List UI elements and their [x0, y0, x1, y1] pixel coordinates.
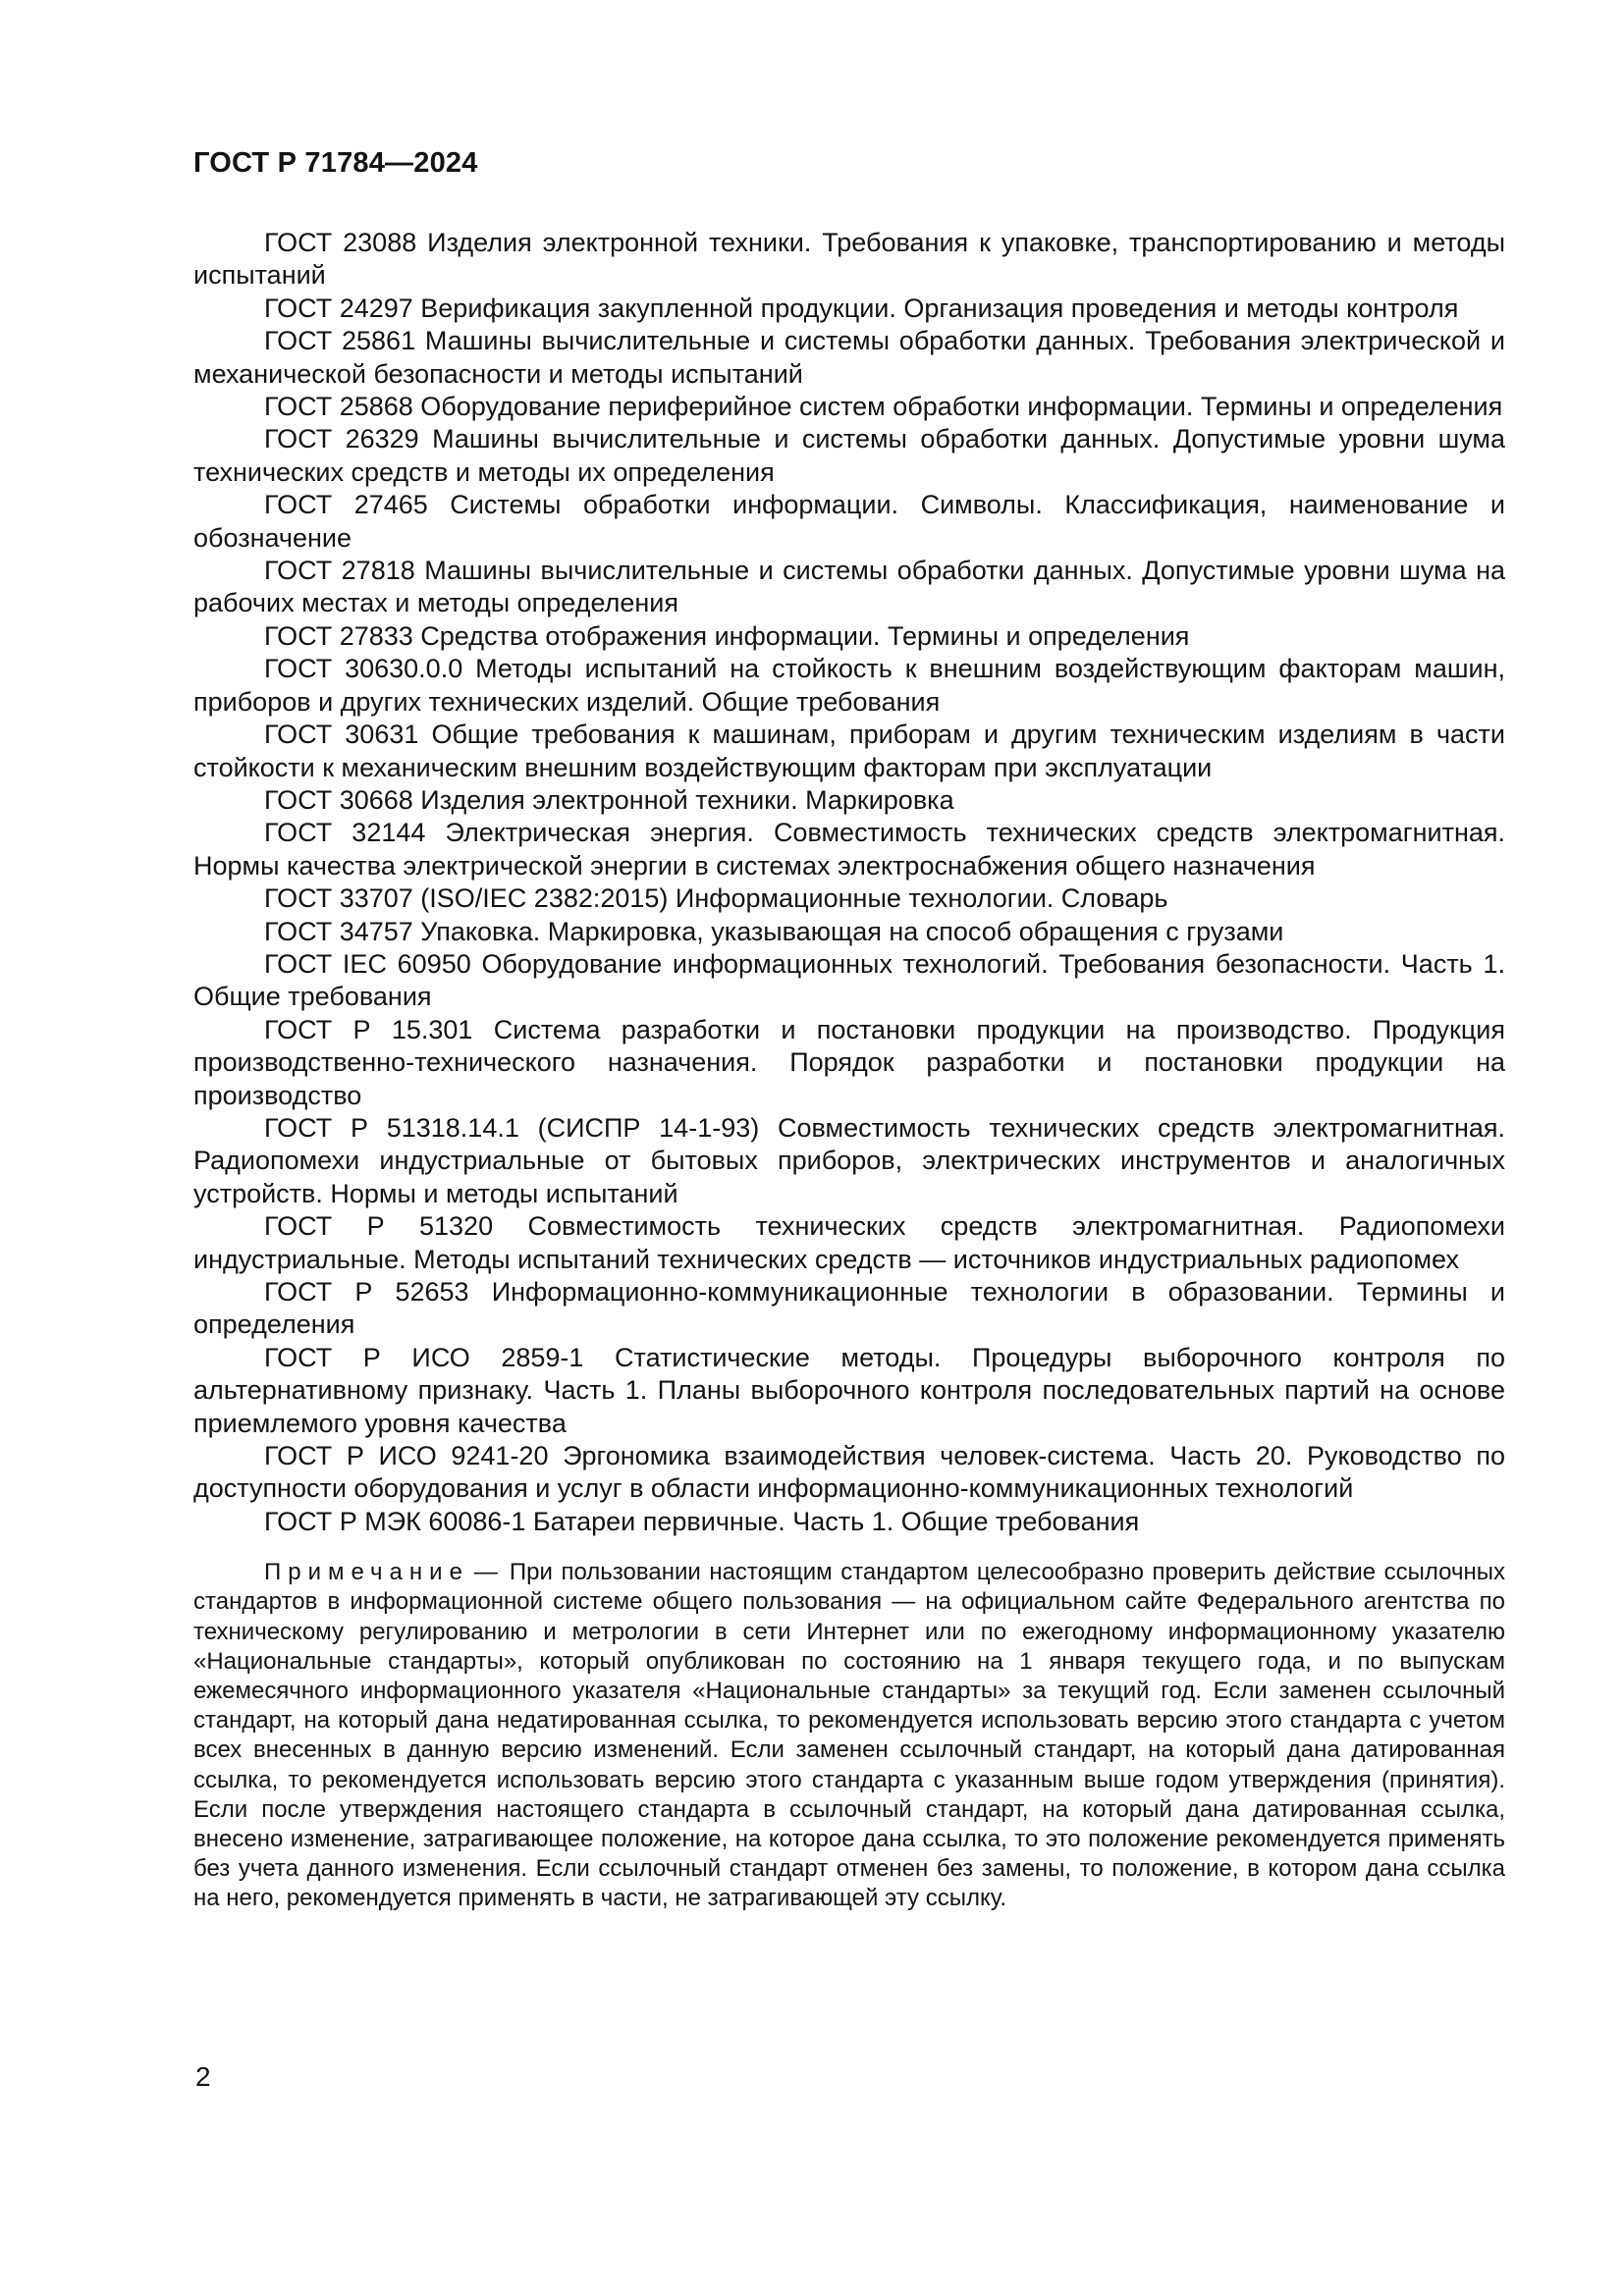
reference-item: ГОСТ 25868 Оборудование периферийное систем обработки информации. Термины и определения [264, 392, 1503, 422]
note-text: При пользовании настоящим стандартом целесообразно проверить действие ссылочных стандартов в информационной системе общего пользования — на официальном сайте Федерального агентства по техническому регулированию и метрологии в сети Интернет или по ежегодному информационному указателю «Национальные стандарты», который опубликован по состоянию на 1 января текущего года, и по выпускам ежемесячного информационного указателя «Национальные стандарты» за текущий год. Если заменен ссылочный стандарт, на который дана недатированная ссылка, то рекомендуется использовать версию этого стандарта с учетом всех внесенных в данную версию изменений. Если заменен ссылочный стандарт, на который дана датированная ссылка, то рекомендуется использовать версию этого стандарта с указанным выше годом утверждения (принятия). Если после утверждения настоящего стандарта в ссылочный стандарт, на который дана датированная ссылка, внесено изменение, затрагивающее положение, на которое дана ссылка, то это положение рекомендуется применять без учета данного изменения. Если ссылочный стандарт отменен без замены, то положение, в котором дана ссылка на него, рекомендуется применять в части, не затрагивающей эту ссылку. [193, 1559, 1505, 1912]
reference-item: ГОСТ 30630.0.0 Методы испытаний на стойкость к внешним воздействующим факторам машин, приборов и других технических изделий. Общие требования [193, 654, 1505, 717]
reference-item: ГОСТ Р 51320 Совместимость технических средств электромагнитная. Радиопомехи индустриальные. Методы испытаний технических средств — источников индустриальных радиопомех [193, 1211, 1505, 1274]
reference-item: ГОСТ IEC 60950 Оборудование информационных технологий. Требования безопасности. Часть 1. Общие требования [193, 948, 1505, 1012]
note-label: Примечание [264, 1559, 469, 1586]
reference-item: ГОСТ Р ИСО 2859-1 Статистические методы. Процедуры выборочного контроля по альтернативному признаку. Часть 1. Планы выборочного контроля последовательных партий на основе приемлемого уровня качества [193, 1342, 1505, 1438]
reference-item: ГОСТ 30631 Общие требования к машинам, приборам и другим техническим изделиям в части стойкости к механическим внешним воздействующим факторам при эксплуатации [193, 720, 1505, 782]
note-dash: — [473, 1559, 498, 1586]
reference-item: ГОСТ 27818 Машины вычислительные и системы обработки данных. Допустимые уровни шума на рабочих местах и методы определения [193, 556, 1505, 618]
reference-item: ГОСТ 33707 (ISO/IEC 2382:2015) Информационные технологии. Словарь [264, 883, 1168, 914]
reference-item: ГОСТ 24297 Верификация закупленной продукции. Организация проведения и методы контроля [264, 293, 1459, 323]
reference-item: ГОСТ Р МЭК 60086-1 Батареи первичные. Часть 1. Общие требования [264, 1506, 1140, 1536]
reference-item: ГОСТ 25861 Машины вычислительные и системы обработки данных. Требования электрической и механической безопасности и методы испытаний [193, 326, 1505, 389]
reference-item: ГОСТ Р 51318.14.1 (СИСПР 14-1-93) Совместимость технических средств электромагнитная. Радиопомехи индустриальные от бытовых приборов, электрических инструментов и аналогичных устройств. Нормы и методы испытаний [193, 1112, 1505, 1208]
reference-item: ГОСТ 26329 Машины вычислительные и системы обработки данных. Допустимые уровни шума технических средств и методы их определения [193, 424, 1505, 487]
text-block [193, 227, 1505, 1914]
reference-item: ГОСТ Р 52653 Информационно-коммуникационные технологии в образовании. Термины и определения [193, 1277, 1505, 1340]
note [193, 1558, 1505, 1913]
page-number: 2 [195, 2061, 211, 2092]
reference-item: ГОСТ Р 15.301 Система разработки и постановки продукции на производство. Продукция производственно-технического назначения. Порядок разработки и постановки продукции на производство [193, 1014, 1505, 1110]
reference-item: ГОСТ 23088 Изделия электронной техники. Требования к упаковке, транспортированию и методы испытаний [193, 228, 1505, 291]
reference-item: ГОСТ 27833 Средства отображения информации. Термины и определения [264, 620, 1190, 651]
reference-item: ГОСТ 32144 Электрическая энергия. Совместимость технических средств электромагнитная. Нормы качества электрической энергии в системах электроснабжения общего назначения [193, 818, 1505, 881]
standard-designation: ГОСТ Р 71784—2024 [193, 147, 478, 179]
references-list [193, 227, 1505, 1538]
reference-item: ГОСТ Р ИСО 9241-20 Эргономика взаимодействия человек-система. Часть 20. Руководство по доступности оборудования и услуг в области информационно-коммуникационных технологий [193, 1441, 1505, 1504]
reference-item: ГОСТ 30668 Изделия электронной техники. Маркировка [264, 784, 954, 815]
reference-item: ГОСТ 27465 Системы обработки информации. Символы. Классификация, наименование и обозначение [193, 490, 1505, 553]
reference-item: ГОСТ 34757 Упаковка. Маркировка, указывающая на способ обращения с грузами [264, 916, 1284, 946]
